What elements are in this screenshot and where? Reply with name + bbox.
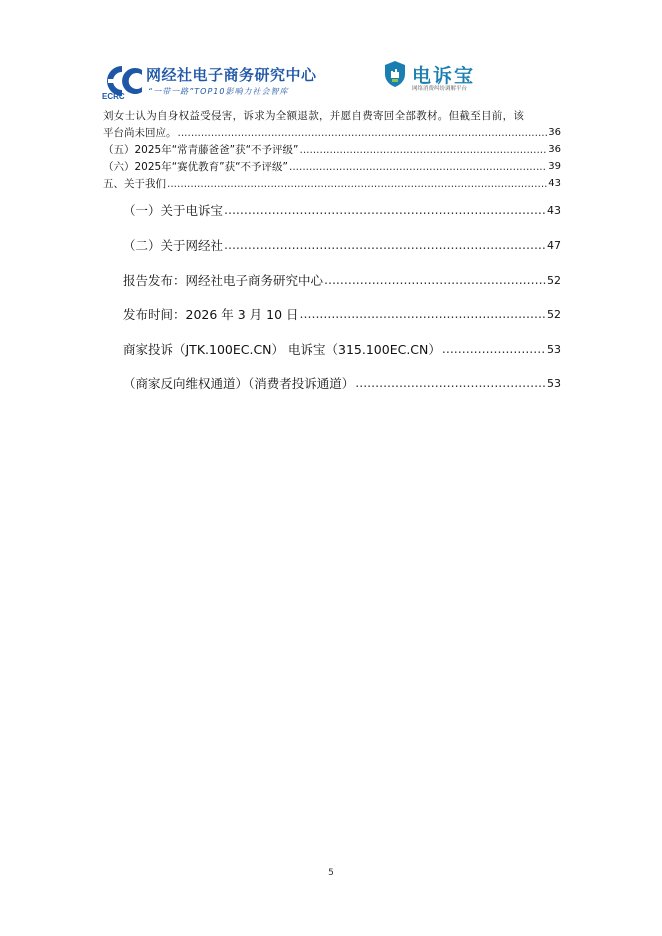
toc-entry-continuation[interactable] bbox=[103, 126, 561, 140]
toc-entry[interactable] bbox=[103, 143, 561, 157]
ecrc-subtitle: “一带一路”TOP10影响力社会智库 bbox=[148, 87, 289, 96]
toc-entry-label: （二）关于网经社 bbox=[123, 238, 224, 253]
dsb-title: 电诉宝 bbox=[412, 65, 476, 87]
toc-leader bbox=[324, 272, 546, 288]
ecrc-title: 网经社电子商务研究中心 bbox=[146, 66, 317, 84]
toc-page-number: 36 bbox=[548, 127, 561, 138]
dsb-subtitle: 网络消费纠纷调解平台 bbox=[412, 86, 468, 92]
toc-page-number: 36 bbox=[548, 144, 561, 155]
toc-leader bbox=[224, 202, 546, 218]
toc-leader bbox=[224, 237, 546, 253]
toc-continuation-line1: 刘女士认为自身权益受侵害，诉求为全额退款，并愿自费寄回全部教材。但截至目前，该 bbox=[103, 110, 525, 122]
toc-page-number: 52 bbox=[547, 274, 561, 287]
toc-entry-label: （六）2025年“赛优教育”获“不予评级” bbox=[103, 161, 288, 173]
toc-entry-label: 平台尚未回应。 bbox=[103, 127, 177, 139]
toc-entry-label: （商家反向维权通道）（消费者投诉通道） bbox=[123, 376, 355, 391]
toc-entry-label: 报告发布：网经社电子商务研究中心 bbox=[123, 273, 324, 288]
toc-entry[interactable] bbox=[103, 160, 561, 174]
toc-leader bbox=[299, 143, 547, 157]
toc-leader bbox=[300, 306, 546, 322]
toc-page-number: 53 bbox=[547, 343, 561, 356]
page-number: 5 bbox=[328, 868, 334, 878]
toc-entry[interactable] bbox=[123, 272, 561, 289]
toc-leader bbox=[167, 177, 547, 191]
ecrc-abbr: ECRC bbox=[102, 92, 125, 101]
toc-leader bbox=[442, 341, 546, 357]
toc-entry-label: 商家投诉（JTK.100EC.CN） 电诉宝（315.100EC.CN） bbox=[123, 342, 441, 357]
toc-leader bbox=[289, 160, 547, 174]
toc-leader bbox=[178, 126, 548, 140]
toc-entry[interactable] bbox=[123, 237, 561, 254]
toc-entry[interactable] bbox=[123, 306, 561, 323]
toc-entry-label: 五、关于我们 bbox=[103, 178, 166, 190]
toc-page-number: 52 bbox=[547, 308, 561, 321]
toc-entry-label: （一）关于电诉宝 bbox=[123, 203, 224, 218]
toc-page-number: 39 bbox=[548, 161, 561, 172]
toc-page-number: 43 bbox=[548, 178, 561, 189]
toc-entry-label: 发布时间：2026 年 3 月 10 日 bbox=[123, 307, 299, 322]
toc-entry[interactable] bbox=[123, 341, 561, 358]
toc-page-number: 43 bbox=[547, 204, 561, 217]
toc-leader bbox=[355, 375, 546, 391]
toc-page-number: 47 bbox=[547, 239, 561, 252]
page-header bbox=[102, 60, 562, 104]
dsb-shield-icon bbox=[384, 60, 406, 88]
toc-entry[interactable] bbox=[123, 375, 561, 392]
toc-page-number: 53 bbox=[547, 377, 561, 390]
toc-entry-label: （五）2025年“常青藤爸爸”获“不予评级” bbox=[103, 144, 299, 156]
toc-entry[interactable] bbox=[123, 202, 561, 219]
toc-entry[interactable] bbox=[103, 177, 561, 191]
